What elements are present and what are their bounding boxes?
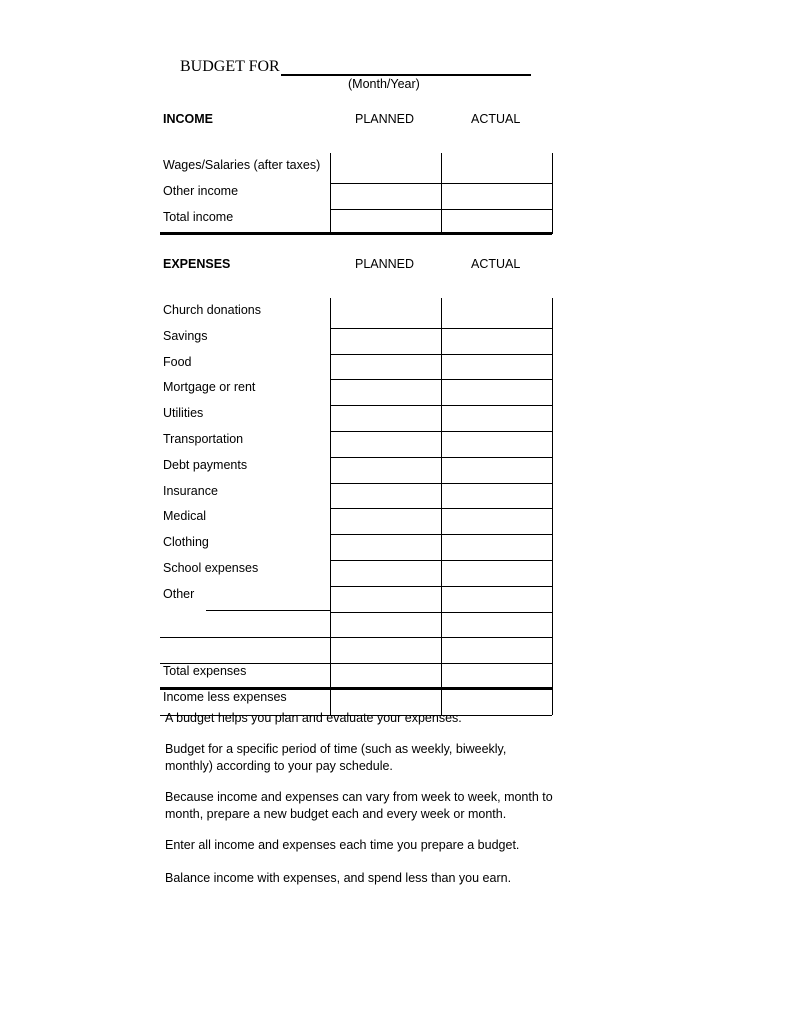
note-5: Balance income with expenses, and spend less than you earn.: [165, 871, 512, 885]
income-row-label: Other income: [163, 183, 239, 198]
expenses-actual-cell[interactable]: [442, 354, 552, 380]
expenses-actual-cell[interactable]: [442, 431, 552, 457]
income-actual-cell[interactable]: [442, 157, 552, 183]
income-heading: INCOME: [163, 112, 213, 126]
expenses-planned-cell[interactable]: [331, 637, 441, 663]
expenses-actual-cell[interactable]: [442, 457, 552, 483]
expenses-actual-cell[interactable]: [442, 328, 552, 354]
expenses-actual-cell[interactable]: [442, 637, 552, 663]
expenses-planned-cell[interactable]: [331, 586, 441, 612]
expenses-actual-cell[interactable]: [442, 612, 552, 638]
income-planned-cell[interactable]: [331, 157, 441, 183]
expenses-row-label: Debt payments: [163, 457, 248, 472]
note-4: Enter all income and expenses each time you prepare a budget.: [165, 838, 520, 852]
expenses-planned-cell[interactable]: [331, 302, 441, 328]
expenses-actual-cell[interactable]: [442, 663, 552, 689]
expenses-row-label: School expenses: [163, 561, 259, 575]
expenses-row-label: Insurance: [163, 483, 218, 498]
income-row-label: Wages/Salaries (after taxes): [163, 158, 321, 172]
expenses-row-label: Other: [163, 586, 195, 601]
page-title: BUDGET FOR: [180, 58, 280, 75]
expenses-actual-cell[interactable]: [442, 405, 552, 431]
expenses-actual-cell[interactable]: [442, 483, 552, 509]
expenses-planned-cell[interactable]: [331, 560, 441, 586]
expenses-row-label: Income less expenses: [163, 690, 287, 704]
expenses-planned-cell[interactable]: [331, 405, 441, 431]
expenses-col-divider-right: [552, 298, 553, 715]
expenses-actual-cell[interactable]: [442, 379, 552, 405]
month-year-caption: (Month/Year): [348, 77, 420, 91]
expenses-row-label: Mortgage or rent: [163, 380, 256, 395]
expenses-actual-cell[interactable]: [442, 586, 552, 612]
note-1: A budget helps you plan and evaluate your expenses.: [165, 711, 462, 725]
expenses-planned-header: PLANNED: [355, 257, 415, 271]
note-3: Because income and expenses can vary from week to week, month to month, prepare a new budget each and every week or month.: [165, 790, 553, 821]
expenses-actual-cell[interactable]: [442, 302, 552, 328]
expenses-row-label: Medical: [163, 509, 207, 524]
expenses-heading: EXPENSES: [163, 257, 231, 271]
expenses-row-label: Savings: [163, 328, 208, 343]
income-col-divider-right: [552, 153, 553, 234]
income-actual-cell[interactable]: [442, 183, 552, 209]
note-2: Budget for a specific period of time (such as weekly, biweekly, monthly) according to your pay schedule.: [165, 742, 507, 773]
income-row-label: Total income: [163, 209, 234, 224]
income-planned-cell[interactable]: [331, 183, 441, 209]
expenses-actual-cell[interactable]: [442, 560, 552, 586]
expenses-row-label: Church donations: [163, 303, 261, 317]
income-planned-header: PLANNED: [355, 112, 415, 126]
expenses-row-label: Clothing: [163, 535, 209, 550]
expenses-planned-cell[interactable]: [331, 457, 441, 483]
expenses-row-label: Utilities: [163, 406, 204, 421]
income-actual-header: ACTUAL: [471, 112, 521, 126]
expenses-planned-cell[interactable]: [331, 663, 441, 689]
expenses-planned-cell[interactable]: [331, 328, 441, 354]
expenses-planned-cell[interactable]: [331, 379, 441, 405]
month-year-blank[interactable]: [281, 74, 531, 76]
expenses-planned-cell[interactable]: [331, 483, 441, 509]
expenses-actual-header: ACTUAL: [471, 257, 521, 271]
expenses-row-label: Total expenses: [163, 664, 247, 679]
expenses-planned-cell[interactable]: [331, 534, 441, 560]
other-description-blank[interactable]: [206, 610, 330, 611]
income-actual-cell[interactable]: [442, 209, 552, 235]
expenses-row-label: Transportation: [163, 432, 244, 446]
expenses-planned-cell[interactable]: [331, 508, 441, 534]
income-row-rule: [160, 232, 552, 235]
expenses-actual-cell[interactable]: [442, 534, 552, 560]
expenses-planned-cell[interactable]: [331, 612, 441, 638]
expenses-planned-cell[interactable]: [331, 354, 441, 380]
expenses-row-label: Food: [163, 354, 192, 369]
expenses-actual-cell[interactable]: [442, 508, 552, 534]
expenses-planned-cell[interactable]: [331, 431, 441, 457]
income-planned-cell[interactable]: [331, 209, 441, 235]
